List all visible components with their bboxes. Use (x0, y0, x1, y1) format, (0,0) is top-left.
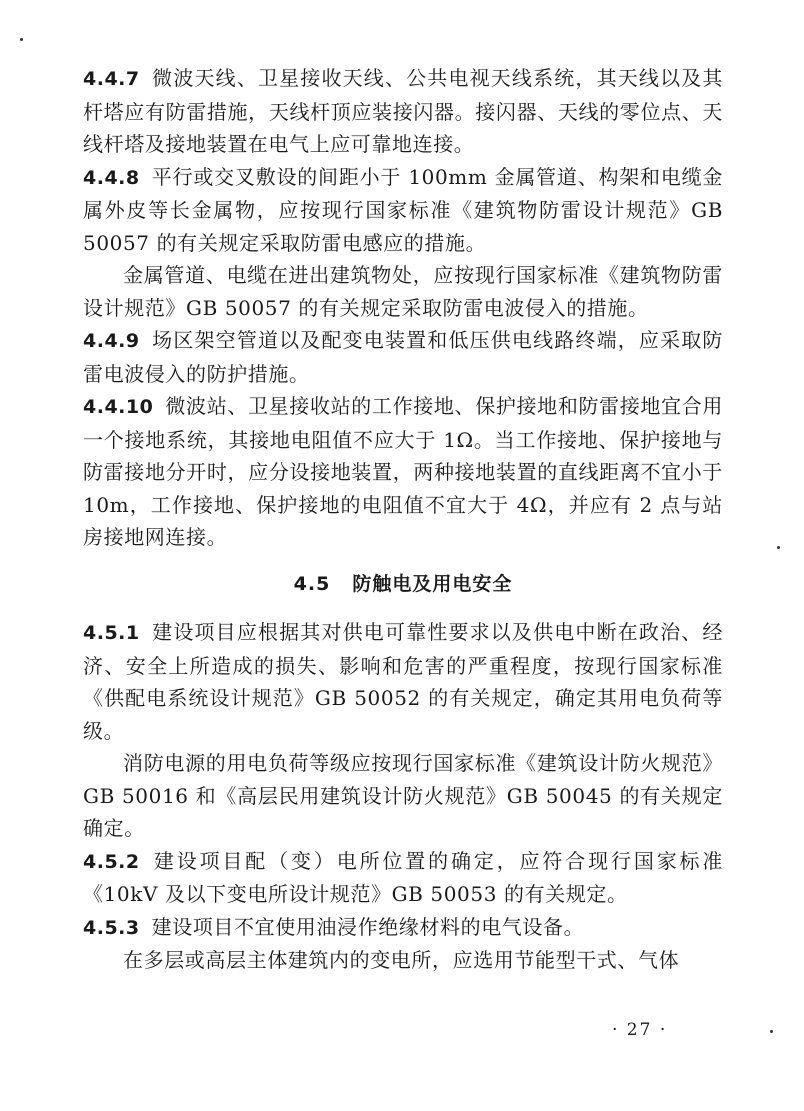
clause-text: 建设项目不宜使用油浸作绝缘材料的电气设备。 (151, 914, 585, 939)
clause-text: 微波天线、卫星接收天线、公共电视天线系统，其天线以及其杆塔应有防雷措施，天线杆顶应装接闪器。接闪器、天线的零位点、天线杆塔及接地装置在电气上应可靠地连接。 (83, 66, 723, 156)
clause-text: 场区架空管道以及配变电装置和低压供电线路终端，应采取防雷电波侵入的防护措施。 (83, 328, 723, 386)
clause-number: 4.5.3 (83, 916, 140, 939)
clause-4-4-8 (83, 161, 723, 260)
clause-4-4-10 (83, 390, 723, 554)
body-text (83, 62, 723, 977)
clause-text: 平行或交叉敷设的间距小于 100mm 金属管道、构架和电缆金属外皮等长金属物，应按现行国家标准《建筑物防雷设计规范》GB 50057 的有关规定采取防雷电感应的措施。 (83, 164, 723, 255)
clause-number: 4.4.7 (83, 68, 140, 90)
clause-number: 4.5.1 (83, 622, 140, 644)
scan-speck (777, 546, 780, 549)
scan-speck (770, 1030, 773, 1033)
clause-number: 4.4.8 (83, 166, 140, 189)
scan-speck (20, 38, 23, 41)
clause-4-5-1-continued (83, 747, 723, 845)
clause-text: 在多层或高层主体建筑内的变电所，应选用节能型干式、气体 (123, 948, 680, 972)
section-number: 4.5 (293, 572, 331, 595)
clause-text: 建设项目配（变）电所位置的确定，应符合现行国家标准《10kV 及以下变电所设计规范》GB 50053 的有关规定。 (83, 848, 723, 906)
page-number: · 27 · (612, 1020, 668, 1040)
clause-4-5-2 (83, 845, 723, 911)
clause-text: 微波站、卫星接收站的工作接地、保护接地和防雷接地宜合用一个接地系统，其接地电阻值不应大于 1Ω。当工作接地、保护接地与防雷接地分开时，应分设接地装置，两种接地装置的直线距离不宜小于 10m，工作接地、保护接地的电阻值不宜大于 4Ω，并应有 2 点与站房接地网连接。 (83, 394, 723, 549)
clause-text: 金属管道、电缆在进出建筑物处，应按现行国家标准《建筑物防雷设计规范》GB 50057 的有关规定采取防雷电波侵入的措施。 (83, 263, 723, 320)
clause-4-5-3 (83, 911, 723, 945)
clause-number: 4.4.9 (83, 330, 140, 352)
clause-4-4-7 (83, 62, 723, 161)
clause-text: 建设项目应根据其对供电可靠性要求以及供电中断在政治、经济、安全上所造成的损失、影响和危害的严重程度，按现行国家标准《供配电系统设计规范》GB 50052 的有关规定，确定其用电负荷等级。 (83, 620, 723, 743)
clause-4-5-3-continued (83, 944, 723, 977)
clause-4-5-1 (83, 616, 723, 747)
clause-text: 消防电源的用电负荷等级应按现行国家标准《建筑设计防火规范》GB 50016 和《高层民用建筑设计防火规范》GB 50045 的有关规定确定。 (83, 751, 723, 840)
section-heading (83, 568, 723, 601)
clause-4-4-9 (83, 324, 723, 390)
clause-number: 4.5.2 (83, 850, 140, 873)
section-title: 防触电及用电安全 (352, 572, 513, 595)
clause-4-4-8-continued (83, 259, 723, 324)
clause-number: 4.4.10 (83, 396, 154, 418)
